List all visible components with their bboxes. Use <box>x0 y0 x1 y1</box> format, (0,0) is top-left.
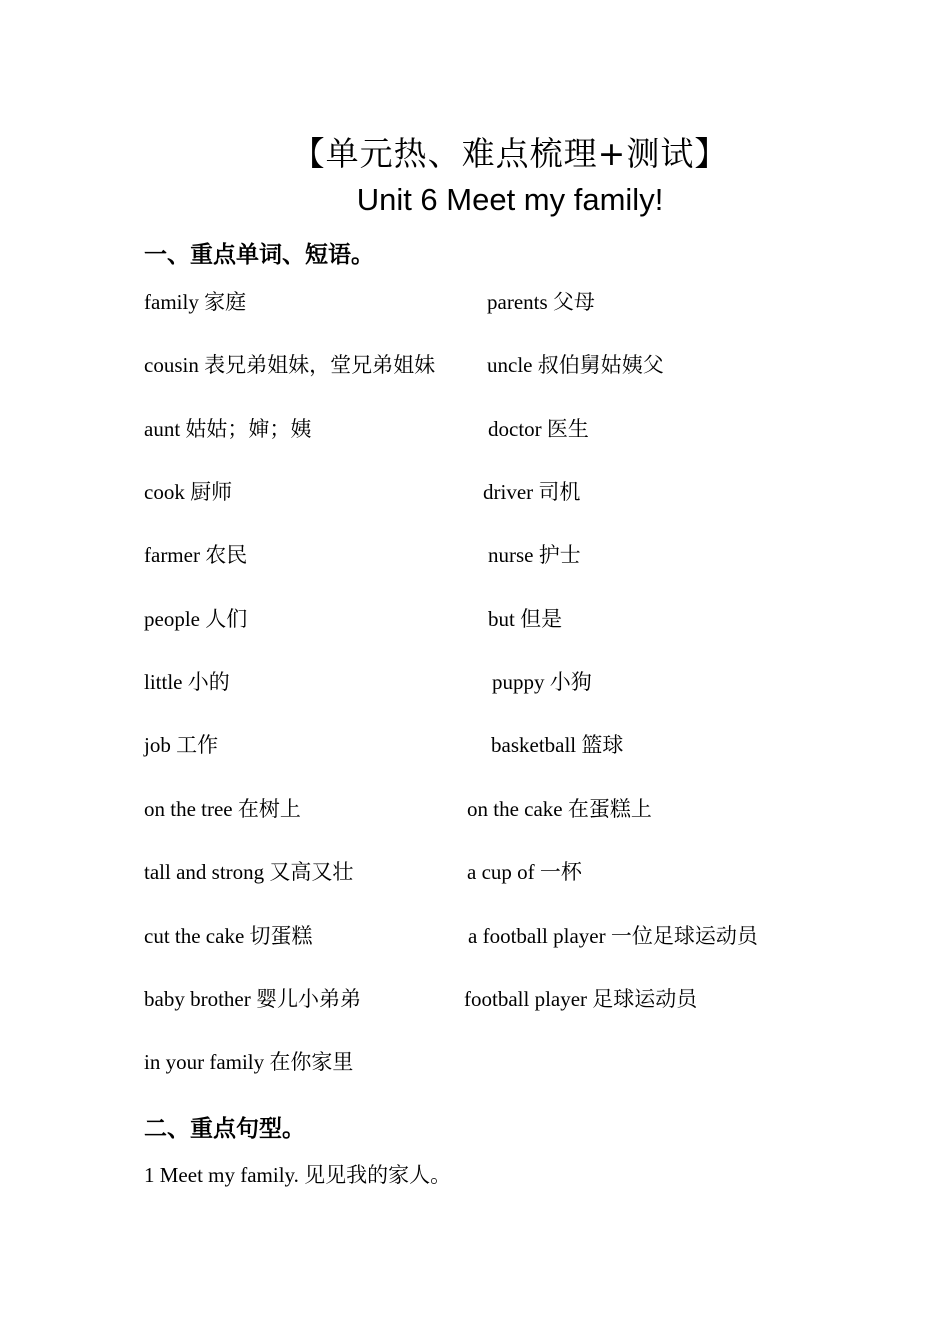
vocab-term: people 人们 <box>144 607 248 631</box>
vocab-row <box>0 286 950 316</box>
vocab-row <box>0 856 950 886</box>
vocab-row <box>0 793 950 823</box>
document-title: 【单元热、难点梳理+测试】 <box>291 134 729 173</box>
vocab-term: basketball 篮球 <box>491 733 624 757</box>
vocab-row <box>0 349 950 379</box>
vocab-term: little 小的 <box>144 670 230 694</box>
vocab-term: a football player 一位足球运动员 <box>468 924 758 948</box>
vocab-term: on the cake 在蛋糕上 <box>467 797 652 821</box>
vocab-row <box>0 920 950 950</box>
vocab-row <box>0 666 950 696</box>
vocab-row <box>0 413 950 443</box>
vocab-term: farmer 农民 <box>144 543 248 567</box>
vocab-term: job 工作 <box>144 733 219 757</box>
vocab-term: doctor 医生 <box>488 417 589 441</box>
vocab-term: on the tree 在树上 <box>144 797 301 821</box>
vocab-term: driver 司机 <box>483 480 581 504</box>
vocab-term: tall and strong 又高又壮 <box>144 860 354 884</box>
vocab-row <box>0 603 950 633</box>
vocab-term: football player 足球运动员 <box>464 987 698 1011</box>
vocab-row <box>0 539 950 569</box>
vocab-term: nurse 护士 <box>488 543 581 567</box>
vocab-term: uncle 叔伯舅姑姨父 <box>487 353 664 377</box>
vocab-term: cut the cake 切蛋糕 <box>144 924 313 948</box>
section-heading-vocabulary: 一、重点单词、短语。 <box>144 242 374 268</box>
sentence-item: 1 Meet my family. 见见我的家人。 <box>144 1163 452 1187</box>
vocab-term: puppy 小狗 <box>492 670 592 694</box>
vocab-term: family 家庭 <box>144 290 247 314</box>
vocab-term: cook 厨师 <box>144 480 233 504</box>
vocab-term: but 但是 <box>488 607 563 631</box>
vocab-term: cousin 表兄弟姐妹，堂兄弟姐妹 <box>144 353 436 377</box>
section-heading-sentences: 二、重点句型。 <box>144 1116 305 1142</box>
vocab-term: in your family 在你家里 <box>144 1050 354 1074</box>
vocab-term: baby brother 婴儿小弟弟 <box>144 987 361 1011</box>
vocab-term: aunt 姑姑；婶；姨 <box>144 417 312 441</box>
document-subtitle: Unit 6 Meet my family! <box>356 182 664 217</box>
vocab-row <box>0 1046 950 1076</box>
vocab-row <box>0 729 950 759</box>
vocab-row <box>0 983 950 1013</box>
vocab-row <box>0 476 950 506</box>
vocab-term: parents 父母 <box>487 290 595 314</box>
vocab-term: a cup of 一杯 <box>467 860 582 884</box>
